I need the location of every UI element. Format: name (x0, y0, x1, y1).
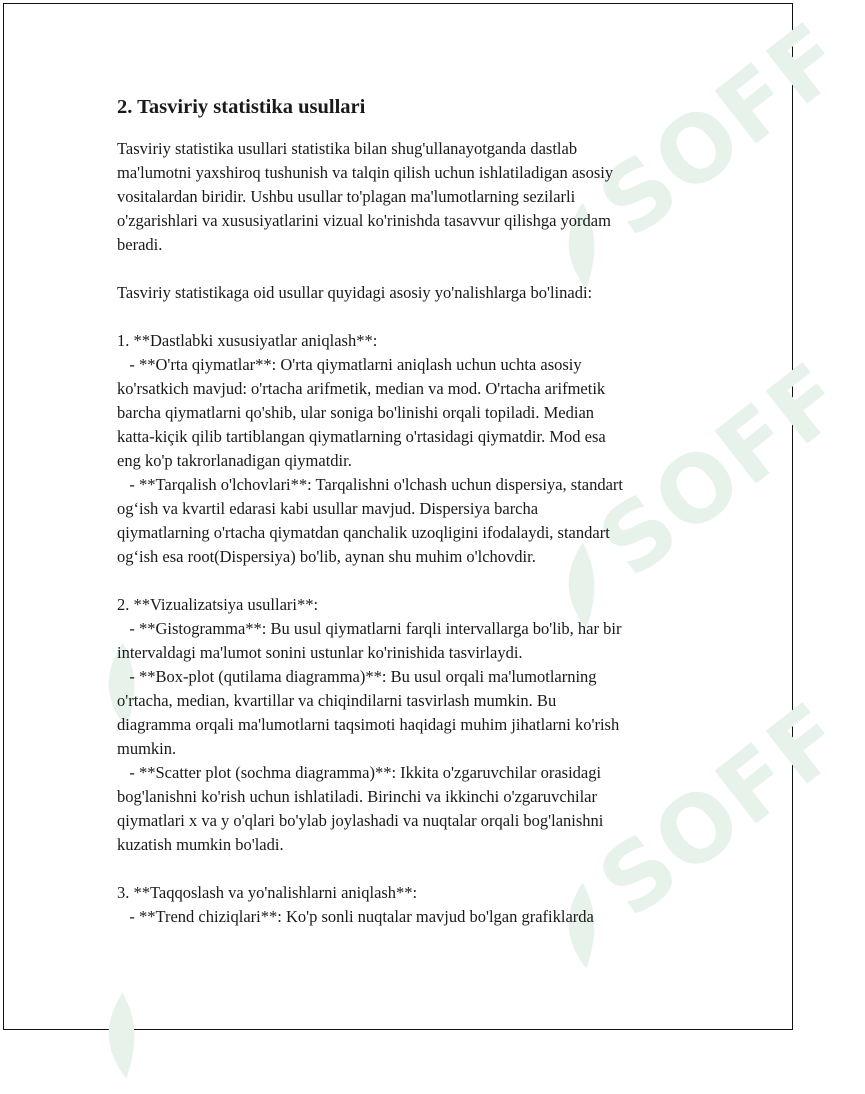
text-line: qiymatlarning o'rtacha qiymatdan qanchalik uzoqligini ifodalaydi, standart (117, 523, 610, 542)
intro-paragraph (117, 137, 692, 257)
text-line: - **Gistogramma**: Bu usul qiymatlarni farqli intervallarga bo'lib, har bir (117, 619, 622, 638)
text-line: - **Scatter plot (sochma diagramma)**: Ikkita o'zgaruvchilar orasidagi (117, 763, 602, 782)
text-line: eng ko'p takrorlanadigan qiymatdir. (117, 451, 352, 470)
text-line: - **Trend chiziqlari**: Ko'p sonli nuqtalar mavjud bo'lgan grafiklarda (117, 907, 594, 926)
text-line: kuzatish mumkin bo'ladi. (117, 835, 284, 854)
text-line: o'rtacha, median, kvartillar va chiqindilarni tasvirlash mumkin. Bu (117, 691, 557, 710)
text-line: 2. **Vizualizatsiya usullari**: (117, 595, 319, 614)
text-line: - **O'rta qiymatlar**: O'rta qiymatlarni aniqlash uchun uchta asosiy (117, 355, 582, 374)
overview-paragraph (117, 281, 692, 305)
text-line: o'zgarishlari va xususiyatlarini vizual ko'rinishda tasavvur qilishga yordam (117, 211, 611, 230)
watermark-logo: SOFF (520, 682, 865, 984)
text-line: mumkin. (117, 739, 177, 758)
text-line: ma'lumotni yaxshiroq tushunish va talqin qilish uchun ishlatiladigan asosiy (117, 163, 614, 182)
text-line: Tasviriy statistika usullari statistika bilan shug'ullanayotganda dastlab (117, 139, 578, 158)
watermark-logo: SOFF (520, 2, 865, 304)
list-section-2 (117, 593, 692, 857)
text-line: vositalardan biridir. Ushbu usullar to'plagan ma'lumotlarning sezilarli (117, 187, 576, 206)
text-line: ko'rsatkich mavjud: o'rtacha arifmetik, median va mod. O'rtacha arifmetik (117, 379, 606, 398)
text-line: bog'lanishni ko'rish uchun ishlatiladi. Birinchi va ikkinchi o'zgaruvchilar (117, 787, 597, 806)
text-line: - **Box-plot (qutilama diagramma)**: Bu usul orqali ma'lumotlarning (117, 667, 597, 686)
text-line: - **Tarqalish o'lchovlari**: Tarqalishni o'lchash uchun dispersiya, standart (117, 475, 624, 494)
text-line: 3. **Taqqoslash va yo'nalishlarni aniqlash**: (117, 883, 418, 902)
list-section-3 (117, 881, 692, 929)
text-line: og‘ish va kvartil edarasi kabi usullar mavjud. Dispersiya barcha (117, 499, 539, 518)
text-line: katta-kiçik qilib tartiblangan qiymatlarning o'rtasidagi qiymatdir. Mod esa (117, 427, 606, 446)
section-heading: 2. Tasviriy statistika usullari (117, 96, 366, 118)
text-line: 1. **Dastlabki xususiyatlar aniqlash**: (117, 331, 378, 350)
document-body (117, 94, 692, 929)
watermark-logo: SOFF (520, 342, 865, 644)
list-section-1 (117, 329, 692, 569)
text-line: Tasviriy statistikaga oid usullar quyidagi asosiy yo'nalishlarga bo'linadi: (117, 283, 593, 302)
text-line: qiymatlari x va y o'qlari bo'ylab joylashadi va nuqtalar orqali bog'lanishni (117, 811, 604, 830)
text-line: beradi. (117, 235, 163, 254)
text-line: diagramma orqali ma'lumotlarni taqsimoti haqidagi muhim jihatlarni ko'rish (117, 715, 620, 734)
text-line: barcha qiymatlarni qo'shib, ular soniga bo'linishi orqali topiladi. Median (117, 403, 595, 422)
text-line: intervaldagi ma'lumot sonini ustunlar ko'rinishida tasvirlaydi. (117, 643, 523, 662)
text-line: og‘ish esa root(Dispersiya) bo'lib, aynan shu muhim o'lchovdir. (117, 547, 536, 566)
